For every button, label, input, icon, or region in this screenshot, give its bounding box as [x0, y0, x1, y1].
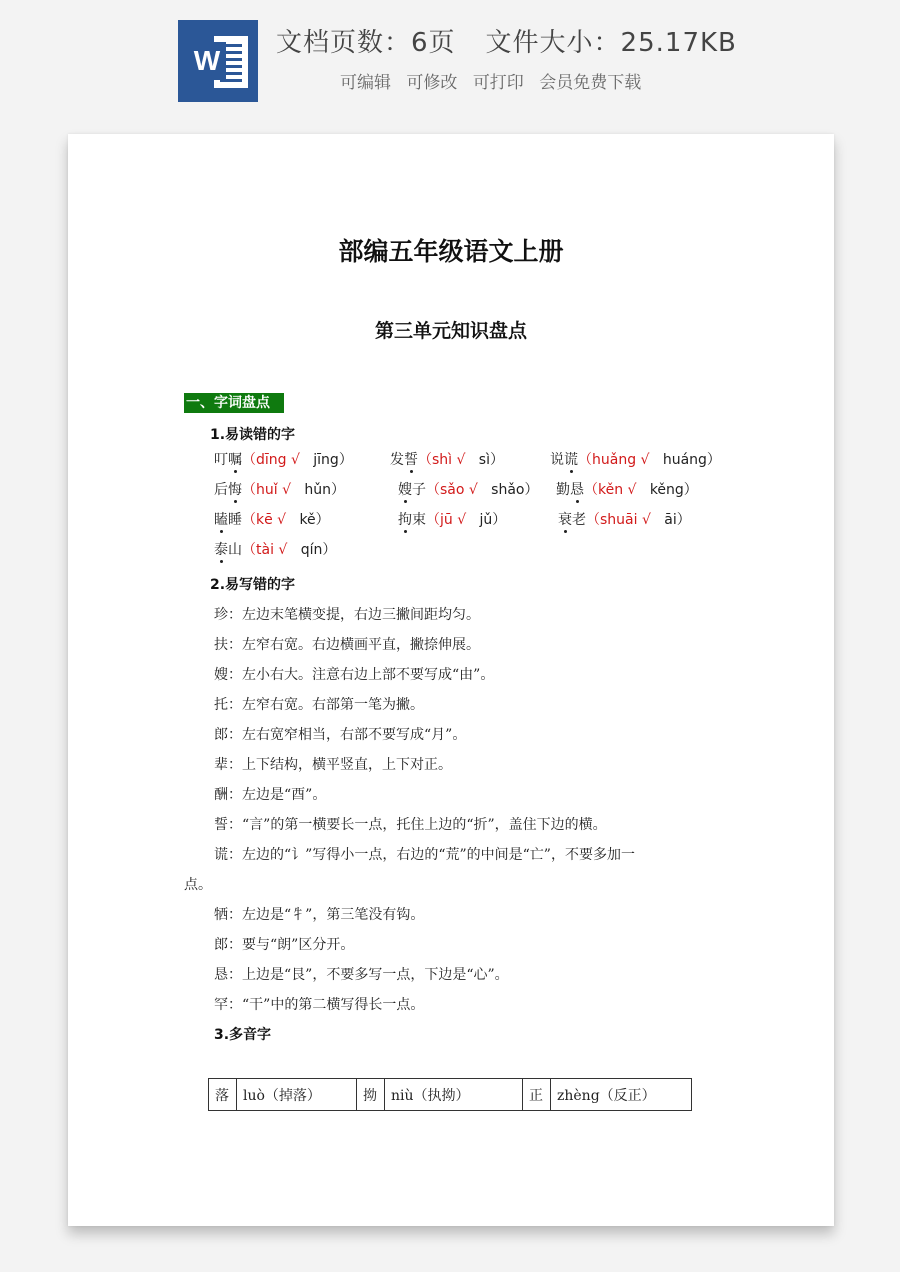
writing-note: 谎：左边的“讠”写得小一点，右边的“荒”的中间是“亡”，不要多加一	[214, 847, 635, 863]
feature-modifiable: 可修改	[406, 73, 458, 93]
writing-note: 恳：上边是“艮”，不要多写一点，下边是“心”。	[214, 967, 509, 983]
subheading-polyphonic: 3.多音字	[214, 1027, 272, 1043]
pinyin-item: 泰山（tài √ qín）	[214, 542, 337, 558]
writing-note: 珍：左边末笔横变提，右边三撇间距均匀。	[214, 607, 480, 623]
document-page	[68, 134, 834, 1226]
document-subtitle: 第三单元知识盘点	[374, 320, 527, 342]
word-letter: W	[188, 42, 226, 80]
writing-note: 郎：要与“朗”区分开。	[214, 937, 355, 953]
polyphonic-table	[208, 1078, 692, 1111]
writing-note: 郎：左右宽窄相当，右部不要写成“月”。	[214, 727, 467, 743]
pinyin-item: 衰老（shuāi √ āi）	[558, 512, 691, 528]
feature-editable: 可编辑	[340, 73, 391, 93]
table-cell: niù（执拗）	[385, 1079, 523, 1111]
feature-printable: 可打印	[472, 73, 524, 93]
section-heading-words: 一、字词盘点	[184, 393, 284, 413]
pinyin-item: 说谎（huǎng √ huáng）	[550, 452, 721, 468]
pinyin-item: 勤恳（kěn √ kěng）	[556, 482, 698, 498]
writing-note: 辈：上下结构，横平竖直，上下对正。	[214, 757, 452, 773]
table-cell: 拗	[357, 1079, 385, 1111]
pinyin-item: 发誓（shì √ sì）	[390, 452, 504, 468]
writing-note: 托：左窄右宽。右部第一笔为撇。	[214, 697, 424, 713]
file-size: 文件大小：25.17KB	[485, 28, 737, 58]
table-cell: luò（掉落）	[237, 1079, 357, 1111]
pinyin-item: 嫂子（sǎo √ shǎo）	[398, 482, 539, 498]
table-cell: 落	[209, 1079, 237, 1111]
feature-list	[340, 68, 641, 93]
table-cell: zhèng（反正）	[551, 1079, 692, 1111]
pinyin-item: 后悔（huǐ √ hǔn）	[214, 482, 345, 498]
subheading-miswritten: 2.易写错的字	[210, 577, 296, 593]
page-count: 文档页数：6页	[276, 28, 456, 58]
table-cell: 正	[523, 1079, 551, 1111]
pinyin-item: 瞌睡（kē √ kě）	[214, 512, 330, 528]
writing-note: 罕：“干”中的第二横写得长一点。	[214, 997, 425, 1013]
pinyin-item: 叮嘱（dīng √ jīng）	[214, 452, 353, 468]
pinyin-item: 拘束（jū √ jǔ）	[398, 512, 507, 528]
file-meta	[276, 22, 737, 59]
writing-note: 嫂：左小右大。注意右边上部不要写成“由”。	[214, 667, 495, 683]
document-title: 部编五年级语文上册	[338, 237, 564, 266]
feature-free-download: 会员免费下载	[539, 73, 642, 93]
writing-note: 酬：左边是“酉”。	[214, 787, 327, 803]
table-row	[209, 1079, 692, 1111]
word-document-icon	[178, 20, 258, 102]
subheading-misread: 1.易读错的字	[210, 427, 296, 443]
writing-note: 扶：左窄右宽。右边横画平直，撇捺伸展。	[214, 637, 480, 653]
writing-note: 誓：“言”的第一横要长一点，托住上边的“折”，盖住下边的横。	[214, 817, 607, 833]
writing-note: 牺：左边是“牜”，第三笔没有钩。	[214, 907, 425, 923]
writing-note: 点。	[184, 877, 212, 893]
download-info-header	[0, 0, 900, 120]
